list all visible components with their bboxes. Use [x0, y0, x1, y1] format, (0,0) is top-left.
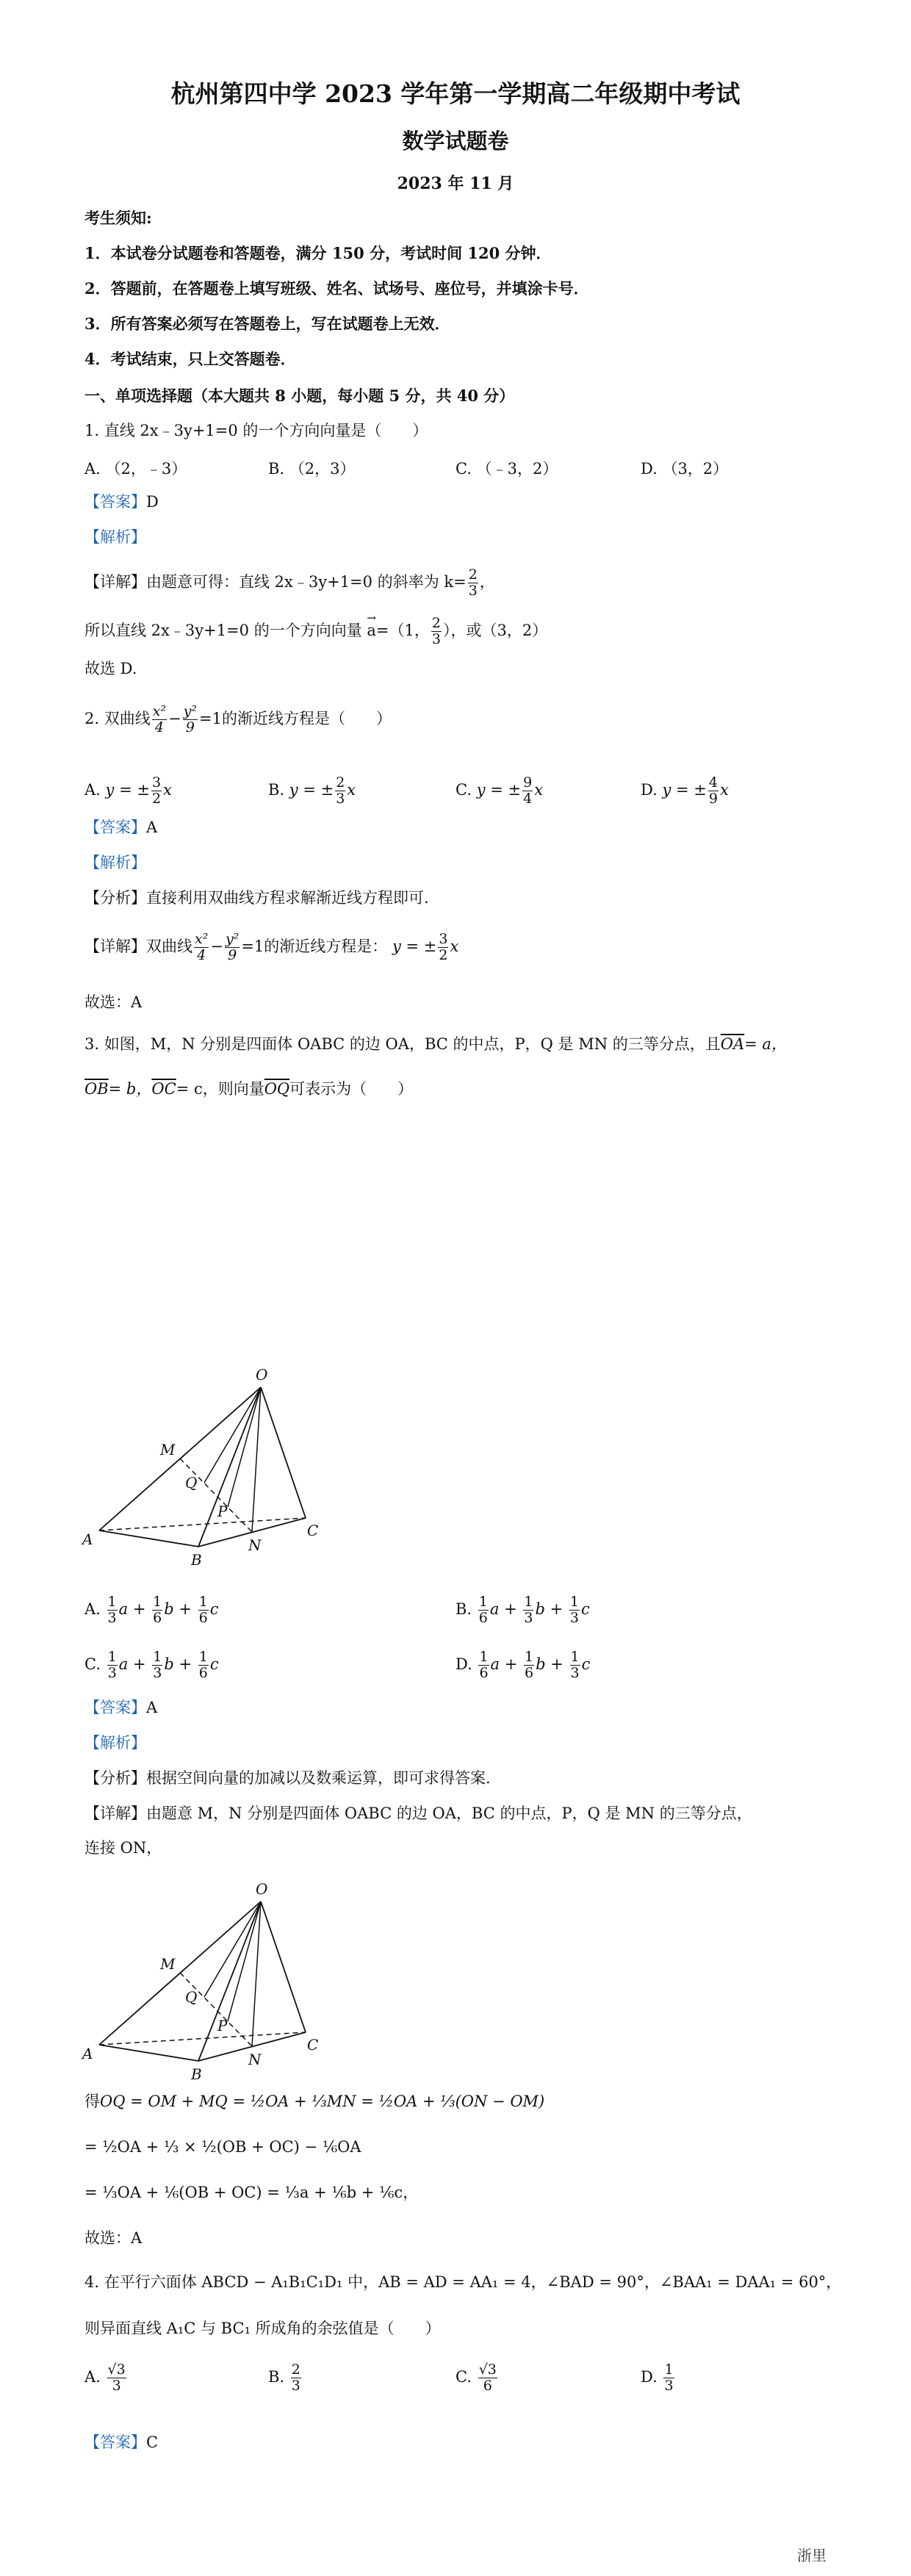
q1-option-a: A. （2，﹣3） [84, 460, 187, 478]
q4-stem-line1: 4. 在平行六面体 ABCD − A₁B₁C₁D₁ 中，AB = AD = AA₁ = 4，∠BAD = 90°，∠BAA₁ = DAA₁ = 60°， [84, 2273, 842, 2291]
q1-detail-line2: 所以直线 2x﹣3y+1=0 的一个方向向量 → a=（1， $\frac{2}{3}$ ），或（3，2） [84, 611, 548, 647]
q3-detail: 【详解】由题意 M，N 分别是四面体 OABC 的边 OA，BC 的中点，P，Q 是 MN 的三等分点， [84, 1805, 752, 1822]
q2-option-a: A. y = ± $\frac{3}{2}$ x [84, 774, 172, 807]
exam-date: 2023 年 11 月 [397, 174, 514, 193]
q2-option-d: D. y = ± $\frac{4}{9}$ x [641, 774, 729, 807]
q1-option-c: C. （﹣3，2） [455, 460, 558, 478]
label-o: O [256, 1366, 268, 1384]
label-a: A [82, 2045, 93, 2062]
q1-option-d: D. （3，2） [641, 460, 729, 478]
label-q: Q [185, 1474, 198, 1492]
q4-option-a: A. $\frac{√3}{3}$ [84, 2361, 126, 2394]
notice-item: 2．答题前，在答题卷上填写班级、姓名、试场号、座位号，并填涂卡号． [84, 279, 589, 298]
q4-option-d: D. $\frac{1}{3}$ [641, 2361, 674, 2394]
q1-conclusion: 故选 D. [84, 660, 137, 677]
section-heading: 一、单项选择题（本大题共 8 小题，每小题 5 分，共 40 分） [84, 386, 515, 405]
label-b: B [191, 2065, 202, 2083]
q2-option-c: C. y = ± $\frac{9}{4}$ x [455, 774, 544, 807]
q3-answer: 【答案】A [84, 1699, 158, 1716]
q4-answer: 【答案】C [84, 2433, 159, 2451]
q3-calc-line2: = ½OA + ⅓ × ½(OB + OC) − ⅙OA [84, 2138, 361, 2156]
q1-answer: 【答案】D [84, 493, 159, 511]
q3-calc-line1: 得OQ = OM + MQ = ½OA + ⅓MN = ½OA + ⅓(ON − OM) [84, 2093, 545, 2110]
q3-solution-figure [73, 1866, 338, 2087]
q1-stem: 1. 直线 2x﹣3y+1=0 的一个方向向量是（ ） [84, 422, 428, 439]
q2-option-b: B. y = ± $\frac{2}{3}$ x [268, 774, 356, 807]
q2-stem: 2. 双曲线 $\frac{\text{x²}}{4}$ − $\frac{\text{y²}}{9}$ =1的渐近线方程是（ ） [84, 703, 392, 735]
q3-stem-line2: $\overline{OB}= b$，$\overline{OC}= c$，则向量$\overline{OQ}$可表示为（ ） [84, 1080, 414, 1098]
q1-detail: 【详解】由题意可得：直线 2x﹣3y+1=0 的斜率为 k= $\frac{2}{3}$ ， [84, 566, 495, 599]
q3-option-b: B. $\frac{1}{6}$ a + $\frac{1}{3}$ b + $\frac{1}{3}$ c [455, 1594, 590, 1626]
label-p: P [217, 1503, 228, 1520]
label-m: M [160, 1441, 176, 1458]
q4-option-c: C. $\frac{√3}{6}$ [455, 2361, 497, 2394]
label-q: Q [185, 1988, 198, 2006]
q4-option-b: B. $\frac{2}{3}$ [268, 2361, 300, 2394]
q2-analysis-tag: 【解析】 [84, 854, 146, 871]
notice-item: 3．所有答案必须写在答题卷上，写在试题卷上无效． [84, 314, 450, 333]
q3-calc-line3: = ⅓OA + ⅙(OB + OC) = ⅓a + ⅙b + ⅙c， [84, 2184, 419, 2201]
label-n: N [248, 2051, 262, 2068]
label-m: M [160, 1955, 176, 1973]
label-b: B [191, 1551, 202, 1569]
q2-answer: 【答案】A [84, 819, 158, 836]
q2-conclusion: 故选：A [84, 993, 143, 1011]
q3-stem-line1: 3. 如图，M，N 分别是四面体 OABC 的边 OA，BC 的中点，P，Q 是 MN 的三等分点，且$\overline{OA}= a$， [84, 1035, 787, 1053]
q3-conclusion: 故选：A [84, 2229, 143, 2247]
notice-heading: 考生须知: [84, 209, 152, 227]
q3-option-c: C. $\frac{1}{3}$ a + $\frac{1}{3}$ b + $\frac{1}{6}$ c [84, 1649, 219, 1681]
notice-item: 1．本试卷分试题卷和答题卷，满分 150 分，考试时间 120 分钟． [84, 244, 552, 262]
label-a: A [82, 1530, 93, 1548]
label-c: C [307, 2036, 319, 2054]
label-p: P [217, 2017, 228, 2034]
q1-option-b: B. （2，3） [268, 460, 356, 478]
q3-tetrahedron-figure [73, 1352, 338, 1572]
q3-fenxi: 【分析】根据空间向量的加减以及数乘运算，即可求得答案. [84, 1769, 491, 1787]
q3-analysis-tag: 【解析】 [84, 1734, 146, 1752]
exam-subtitle: 数学试题卷 [402, 129, 509, 154]
q1-analysis-tag: 【解析】 [84, 528, 146, 546]
label-n: N [248, 1536, 262, 1554]
q2-detail: 【详解】双曲线 $\frac{\text{x²}}{4}$ − $\frac{\text{y²}}{9}$ =1的渐近线方程是： y = ± $\frac{3}{2}$ x [84, 931, 459, 963]
q3-option-d: D. $\frac{1}{6}$ a + $\frac{1}{6}$ b + $\frac{1}{3}$ c [455, 1649, 591, 1681]
q3-detail-line2: 连接 ON， [84, 1839, 162, 1857]
notice-item: 4．考试结束，只上交答题卷． [84, 350, 296, 368]
label-c: C [307, 1522, 319, 1539]
q3-option-a: A. $\frac{1}{3}$ a + $\frac{1}{6}$ b + $\frac{1}{6}$ c [84, 1594, 219, 1626]
q2-fenxi: 【分析】直接利用双曲线方程求解渐近线方程即可. [84, 889, 429, 907]
footer-corner: 浙里 [797, 2547, 827, 2564]
exam-title: 杭州第四中学 2023 学年第一学期高二年级期中考试 [170, 79, 741, 108]
q4-stem-line2: 则异面直线 A₁C 与 BC₁ 所成角的余弦值是（ ） [84, 2320, 441, 2337]
label-o: O [256, 1880, 268, 1898]
